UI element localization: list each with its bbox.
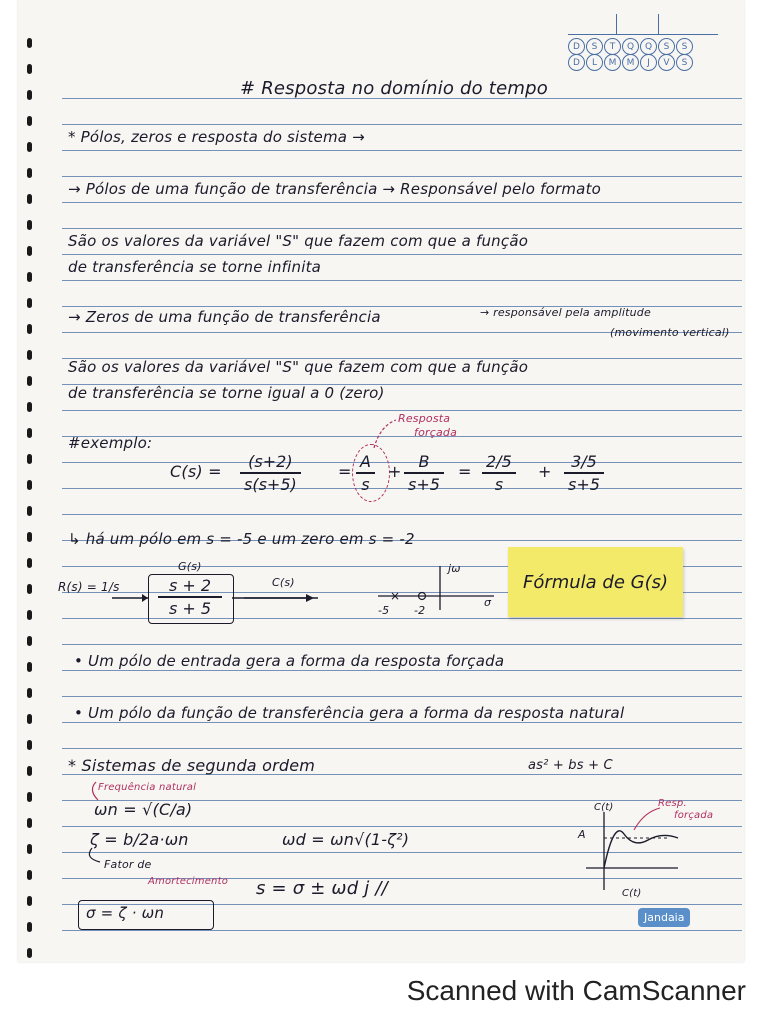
sigma-axis-label: σ	[484, 596, 492, 609]
zeros-responsibility: → responsável pela amplitude	[480, 306, 651, 319]
pole-zero-statement: ↳ há um pólo em s = -5 e um zero em s = -2	[68, 530, 415, 548]
zeros-responsibility-note: (movimento vertical)	[610, 326, 730, 339]
zero-marker-label: -2	[414, 604, 426, 617]
page-title: # Resposta no domínio do tempo	[240, 78, 548, 99]
weekday-circle: D	[568, 54, 585, 71]
weekday-circle: M	[622, 54, 639, 71]
notebook-page	[18, 0, 744, 962]
weekday-circle: Q	[622, 38, 639, 55]
characteristic-polynomial: as² + bs + C	[528, 758, 613, 773]
fraction-4-numerator: 2/5	[486, 452, 512, 471]
bullet-transfer-pole: • Um pólo da função de transferência gera a forma da resposta natural	[74, 704, 625, 722]
weekday-circle: S	[676, 54, 693, 71]
annotation-arrow	[89, 848, 100, 862]
hand-drawn-strokes	[18, 0, 744, 962]
fraction-2-numerator: A	[360, 452, 371, 471]
natural-frequency-label: Frequência natural	[98, 782, 197, 793]
bullet-input-pole: • Um pólo de entrada gera a forma da resposta forçada	[74, 652, 505, 670]
fraction-5-denominator: s+5	[568, 474, 600, 494]
equation-lhs: C(s) =	[170, 462, 222, 481]
example-label: #exemplo:	[68, 434, 153, 452]
weekday-circle: Q	[640, 38, 657, 55]
annotation-arrow	[634, 808, 660, 830]
weekday-circle: M	[604, 54, 621, 71]
weekday-circle: S	[586, 38, 603, 55]
pole-marker: ×	[390, 589, 401, 603]
plus-sign: +	[388, 462, 402, 481]
zeros-definition-1: São os valores da variável "S" que fazem com que a função	[68, 358, 529, 376]
weekday-circle: D	[568, 38, 585, 55]
jw-axis-label: jω	[448, 562, 461, 575]
weekday-circle: T	[604, 38, 621, 55]
damping-factor-label-2: Amortecimento	[148, 876, 229, 887]
equals-sign: =	[338, 462, 352, 481]
poles-definition-1: São os valores da variável "S" que fazem com que a função	[68, 232, 529, 250]
graph-axis-label: C(t)	[622, 888, 642, 899]
annotation-arrow	[374, 420, 396, 448]
zeros-definition-2: de transferência se torne igual a 0 (zero)	[68, 384, 385, 402]
pole-marker-label: -5	[378, 604, 390, 617]
equals-sign-2: =	[458, 462, 472, 481]
arrow-head	[306, 594, 314, 602]
fraction-5-numerator: 3/5	[571, 452, 597, 471]
block-denominator: s + 5	[168, 598, 212, 618]
block-input: R(s) = 1/s	[58, 580, 120, 594]
fraction-4-denominator: s	[494, 474, 504, 494]
graph-ct-label: C(t)	[594, 802, 614, 813]
damping-factor-label: Fator de	[104, 858, 152, 871]
fraction-3-denominator: s+5	[408, 474, 440, 494]
damped-frequency-formula: ωd = ωn√(1-ζ²)	[282, 830, 410, 849]
poles-line: → Pólos de uma função de transferência → Responsável pelo formato	[68, 180, 602, 198]
graph-forced-label-2: forçada	[674, 810, 714, 821]
graph-forced-label: Resp.	[658, 798, 687, 809]
damping-formula: ζ = b/2a·ωn	[90, 830, 189, 849]
natural-frequency-formula: ωn = √(C/a)	[94, 800, 193, 819]
annotation-arrow	[92, 782, 98, 800]
fraction-2-denominator: s	[361, 474, 370, 494]
weekday-circle: J	[640, 54, 657, 71]
fraction-1-denominator: s(s+5)	[244, 474, 297, 494]
fraction-1-numerator: (s+2)	[248, 452, 293, 471]
block-transfer-label: G(s)	[178, 560, 202, 573]
poles-definition-2: de transferência se torne infinita	[68, 258, 322, 276]
forced-response-label-2: forçada	[414, 426, 458, 439]
weekday-circle: L	[586, 54, 603, 71]
section-heading-poles-zeros: * Pólos, zeros e resposta do sistema →	[68, 128, 365, 146]
weekday-circle: V	[658, 54, 675, 71]
jandaia-logo: Jandaia	[638, 908, 690, 927]
plus-sign-2: +	[538, 462, 552, 481]
block-output: C(s)	[272, 576, 295, 589]
fraction-3-numerator: B	[418, 452, 430, 471]
pole-location-formula: s = σ ± ωd j //	[256, 878, 388, 899]
weekday-circle: S	[658, 38, 675, 55]
block-numerator: s + 2	[168, 576, 212, 595]
forced-response-label: Resposta	[398, 412, 451, 425]
zeros-line: → Zeros de uma função de transferência	[68, 308, 381, 326]
graph-response-curve	[604, 831, 678, 868]
graph-amplitude-label: A	[578, 828, 586, 841]
scanner-watermark: Scanned with CamScanner	[406, 975, 746, 1006]
sigma-formula: σ = ζ · ωn	[86, 904, 165, 922]
weekday-circle: S	[676, 38, 693, 55]
sticky-note-text: Fórmula de G(s)	[522, 571, 669, 593]
arrow-head	[142, 594, 148, 602]
second-order-heading: * Sistemas de segunda ordem	[68, 756, 316, 775]
